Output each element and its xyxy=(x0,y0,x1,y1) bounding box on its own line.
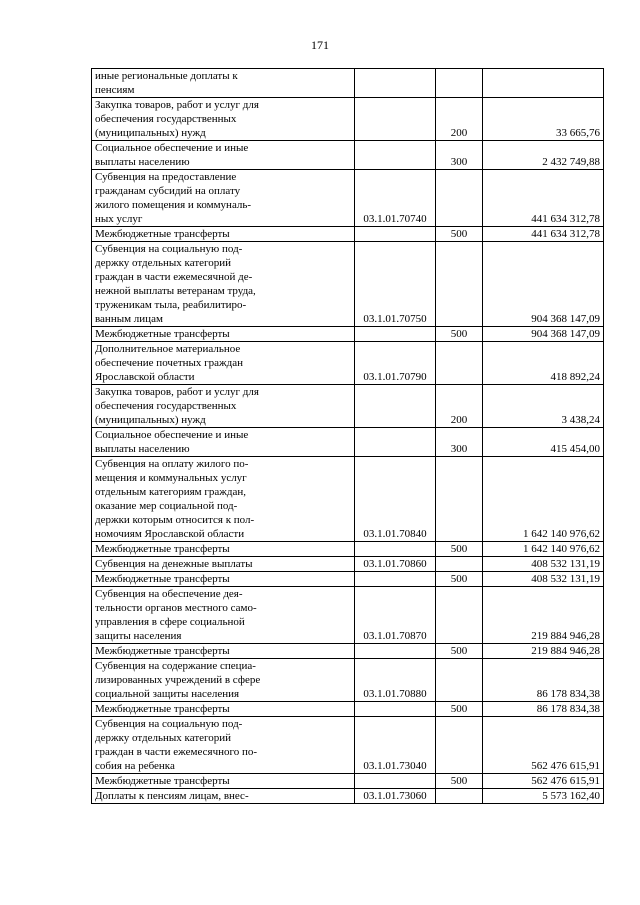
target-code xyxy=(355,327,436,342)
table-row xyxy=(92,644,604,659)
item-name: Субвенция на содержание специа- лизированных учреждений в сфере социальной защиты населения xyxy=(92,659,355,702)
expense-kind xyxy=(436,659,483,702)
table-row xyxy=(92,717,604,774)
amount: 2 432 749,88 xyxy=(483,141,604,170)
amount: 904 368 147,09 xyxy=(483,242,604,327)
expense-kind: 300 xyxy=(436,428,483,457)
table-row xyxy=(92,542,604,557)
item-name: Субвенция на оплату жилого по- мещения и коммунальных услуг отдельным категориям граждан, оказание мер социальной под- держки которым относится к пол- номочиям Ярославской области xyxy=(92,457,355,542)
target-code xyxy=(355,644,436,659)
target-code: 03.1.01.70870 xyxy=(355,587,436,644)
target-code xyxy=(355,385,436,428)
item-name: Межбюджетные трансферты xyxy=(92,774,355,789)
table-row xyxy=(92,774,604,789)
expense-kind: 500 xyxy=(436,572,483,587)
expense-kind: 300 xyxy=(436,141,483,170)
amount: 86 178 834,38 xyxy=(483,702,604,717)
item-name: Закупка товаров, работ и услуг для обеспечения государственных (муниципальных) нужд xyxy=(92,385,355,428)
expense-kind xyxy=(436,242,483,327)
item-name: Межбюджетные трансферты xyxy=(92,327,355,342)
expense-kind xyxy=(436,457,483,542)
expense-kind: 500 xyxy=(436,227,483,242)
amount: 3 438,24 xyxy=(483,385,604,428)
table-row xyxy=(92,587,604,644)
target-code xyxy=(355,141,436,170)
expense-kind xyxy=(436,342,483,385)
target-code xyxy=(355,227,436,242)
amount: 1 642 140 976,62 xyxy=(483,542,604,557)
item-name: Субвенция на социальную под- держку отдельных категорий граждан в части ежемесячного по- собия на ребенка xyxy=(92,717,355,774)
target-code: 03.1.01.70860 xyxy=(355,557,436,572)
expense-kind: 500 xyxy=(436,774,483,789)
target-code xyxy=(355,98,436,141)
target-code xyxy=(355,428,436,457)
amount: 1 642 140 976,62 xyxy=(483,457,604,542)
item-name: Межбюджетные трансферты xyxy=(92,572,355,587)
item-name: Межбюджетные трансферты xyxy=(92,702,355,717)
expense-kind xyxy=(436,789,483,804)
amount: 418 892,24 xyxy=(483,342,604,385)
expense-kind: 500 xyxy=(436,702,483,717)
expense-kind xyxy=(436,557,483,572)
expense-kind xyxy=(436,170,483,227)
item-name: Межбюджетные трансферты xyxy=(92,644,355,659)
amount xyxy=(483,69,604,98)
amount: 86 178 834,38 xyxy=(483,659,604,702)
table-row xyxy=(92,385,604,428)
expense-kind: 200 xyxy=(436,98,483,141)
item-name: Межбюджетные трансферты xyxy=(92,542,355,557)
amount: 562 476 615,91 xyxy=(483,774,604,789)
item-name: Закупка товаров, работ и услуг для обеспечения государственных (муниципальных) нужд xyxy=(92,98,355,141)
target-code: 03.1.01.70750 xyxy=(355,242,436,327)
expense-kind xyxy=(436,69,483,98)
item-name: иные региональные доплаты к пенсиям xyxy=(92,69,355,98)
expense-kind: 500 xyxy=(436,542,483,557)
item-name: Межбюджетные трансферты xyxy=(92,227,355,242)
amount: 562 476 615,91 xyxy=(483,717,604,774)
table-row xyxy=(92,242,604,327)
amount: 441 634 312,78 xyxy=(483,170,604,227)
target-code: 03.1.01.70840 xyxy=(355,457,436,542)
item-name: Доплаты к пенсиям лицам, внес- xyxy=(92,789,355,804)
amount: 904 368 147,09 xyxy=(483,327,604,342)
table-row xyxy=(92,327,604,342)
target-code xyxy=(355,774,436,789)
item-name: Субвенция на обеспечение дея- тельности органов местного само- управления в сфере социальной защиты населения xyxy=(92,587,355,644)
page-number: 171 xyxy=(311,38,329,52)
target-code: 03.1.01.73040 xyxy=(355,717,436,774)
table-row xyxy=(92,557,604,572)
table-row xyxy=(92,659,604,702)
table-row xyxy=(92,141,604,170)
item-name: Социальное обеспечение и иные выплаты населению xyxy=(92,141,355,170)
expense-kind: 200 xyxy=(436,385,483,428)
target-code xyxy=(355,69,436,98)
expense-kind xyxy=(436,717,483,774)
table-row xyxy=(92,98,604,141)
target-code: 03.1.01.70880 xyxy=(355,659,436,702)
item-name: Дополнительное материальное обеспечение почетных граждан Ярославской области xyxy=(92,342,355,385)
expense-kind xyxy=(436,587,483,644)
target-code: 03.1.01.70790 xyxy=(355,342,436,385)
amount: 408 532 131,19 xyxy=(483,557,604,572)
item-name: Социальное обеспечение и иные выплаты населению xyxy=(92,428,355,457)
amount: 408 532 131,19 xyxy=(483,572,604,587)
table-row xyxy=(92,342,604,385)
table-row xyxy=(92,227,604,242)
target-code xyxy=(355,542,436,557)
target-code xyxy=(355,572,436,587)
item-name: Субвенция на денежные выплаты xyxy=(92,557,355,572)
table-row xyxy=(92,572,604,587)
table-row xyxy=(92,170,604,227)
budget-table xyxy=(91,68,604,804)
item-name: Субвенция на предоставление гражданам субсидий на оплату жилого помещения и коммуналь- ных услуг xyxy=(92,170,355,227)
item-name: Субвенция на социальную под- держку отдельных категорий граждан в части ежемесячной де- нежной выплаты ветеранам труда, труженикам тыла, реабилитиро- ванным лицам xyxy=(92,242,355,327)
amount: 33 665,76 xyxy=(483,98,604,141)
target-code xyxy=(355,702,436,717)
table-row xyxy=(92,457,604,542)
amount: 219 884 946,28 xyxy=(483,644,604,659)
amount: 219 884 946,28 xyxy=(483,587,604,644)
table-row xyxy=(92,702,604,717)
expense-kind: 500 xyxy=(436,327,483,342)
table-row xyxy=(92,789,604,804)
table-row xyxy=(92,428,604,457)
target-code: 03.1.01.73060 xyxy=(355,789,436,804)
amount: 5 573 162,40 xyxy=(483,789,604,804)
amount: 415 454,00 xyxy=(483,428,604,457)
amount: 441 634 312,78 xyxy=(483,227,604,242)
target-code: 03.1.01.70740 xyxy=(355,170,436,227)
table-row xyxy=(92,69,604,98)
expense-kind: 500 xyxy=(436,644,483,659)
